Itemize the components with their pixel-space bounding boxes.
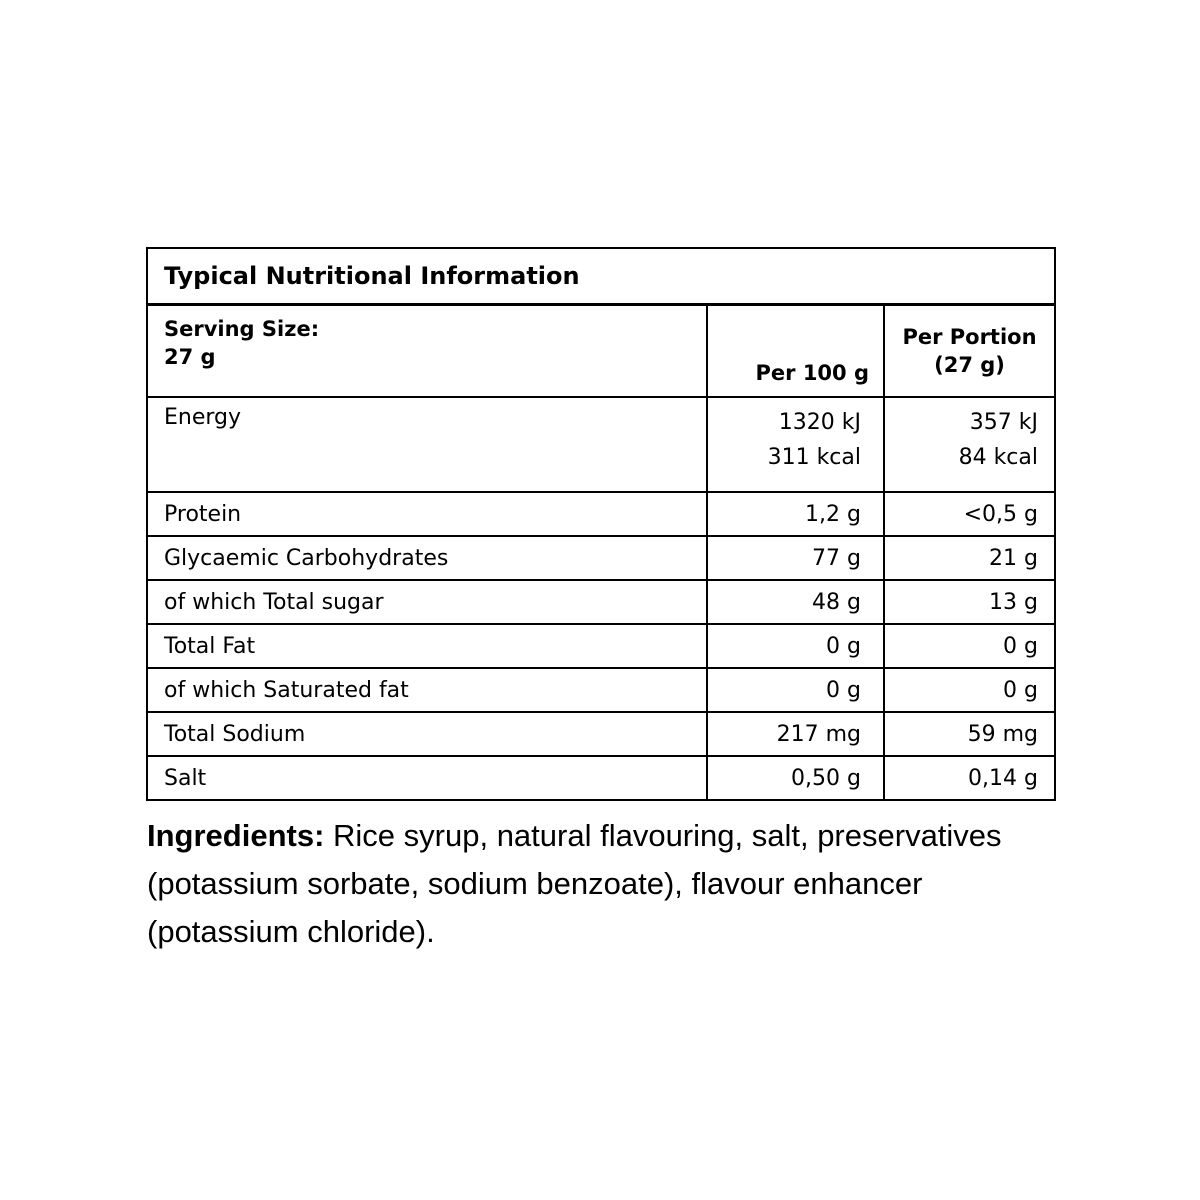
per-portion-header-line2: (27 g) (934, 353, 1005, 377)
per-portion-value: 13 g (884, 580, 1055, 624)
row-label: Salt (147, 756, 707, 800)
per-100g-value: 217 mg (707, 712, 884, 756)
per-100g-value: 0,50 g (707, 756, 884, 800)
row-label: Total Fat (147, 624, 707, 668)
row-label: Energy (147, 397, 707, 492)
per-100g-value (707, 397, 884, 492)
serving-size-header (147, 305, 707, 398)
ingredients-section (147, 812, 1077, 956)
table-row (147, 305, 1055, 398)
table-row (147, 712, 1055, 756)
energy-kj-portion: 357 kJ (969, 410, 1038, 435)
row-label: Total Sodium (147, 712, 707, 756)
table-row (147, 756, 1055, 800)
ingredients-line: (potassium chloride). (147, 914, 435, 949)
per-portion-header-line1: Per Portion (902, 325, 1037, 349)
row-label: of which Total sugar (147, 580, 707, 624)
ingredients-line: (potassium sorbate, sodium benzoate), flavour enhancer (147, 866, 923, 901)
per-portion-value: 0,14 g (884, 756, 1055, 800)
row-label: Protein (147, 492, 707, 536)
table-row (147, 248, 1055, 305)
per-100g-value: 77 g (707, 536, 884, 580)
serving-size-value: 27 g (164, 345, 216, 369)
ingredients-label: Ingredients: (147, 818, 325, 853)
per-portion-value: 0 g (884, 624, 1055, 668)
ingredients-line (147, 812, 1077, 860)
per-portion-value: <0,5 g (884, 492, 1055, 536)
per-100g-value: 1,2 g (707, 492, 884, 536)
per-portion-value: 0 g (884, 668, 1055, 712)
per-portion-column-header (884, 305, 1055, 398)
per-100g-value: 0 g (707, 624, 884, 668)
energy-kj-per100: 1320 kJ (778, 410, 861, 435)
nutrition-table (146, 247, 1056, 801)
per-100g-value: 48 g (707, 580, 884, 624)
per-portion-value (884, 397, 1055, 492)
energy-kcal-portion: 84 kcal (958, 445, 1038, 470)
energy-kcal-per100: 311 kcal (767, 445, 861, 470)
row-label: of which Saturated fat (147, 668, 707, 712)
per-portion-value: 21 g (884, 536, 1055, 580)
row-label: Glycaemic Carbohydrates (147, 536, 707, 580)
table-row (147, 536, 1055, 580)
table-row (147, 397, 1055, 492)
per-100g-value: 0 g (707, 668, 884, 712)
per-portion-value: 59 mg (884, 712, 1055, 756)
ingredients-text: Rice syrup, natural flavouring, salt, preservatives (333, 818, 1002, 853)
table-row (147, 668, 1055, 712)
serving-size-label: Serving Size: (164, 317, 320, 341)
table-row (147, 624, 1055, 668)
per-100g-column-header: Per 100 g (707, 305, 884, 398)
table-row (147, 580, 1055, 624)
table-title: Typical Nutritional Information (147, 248, 1055, 305)
table-row (147, 492, 1055, 536)
